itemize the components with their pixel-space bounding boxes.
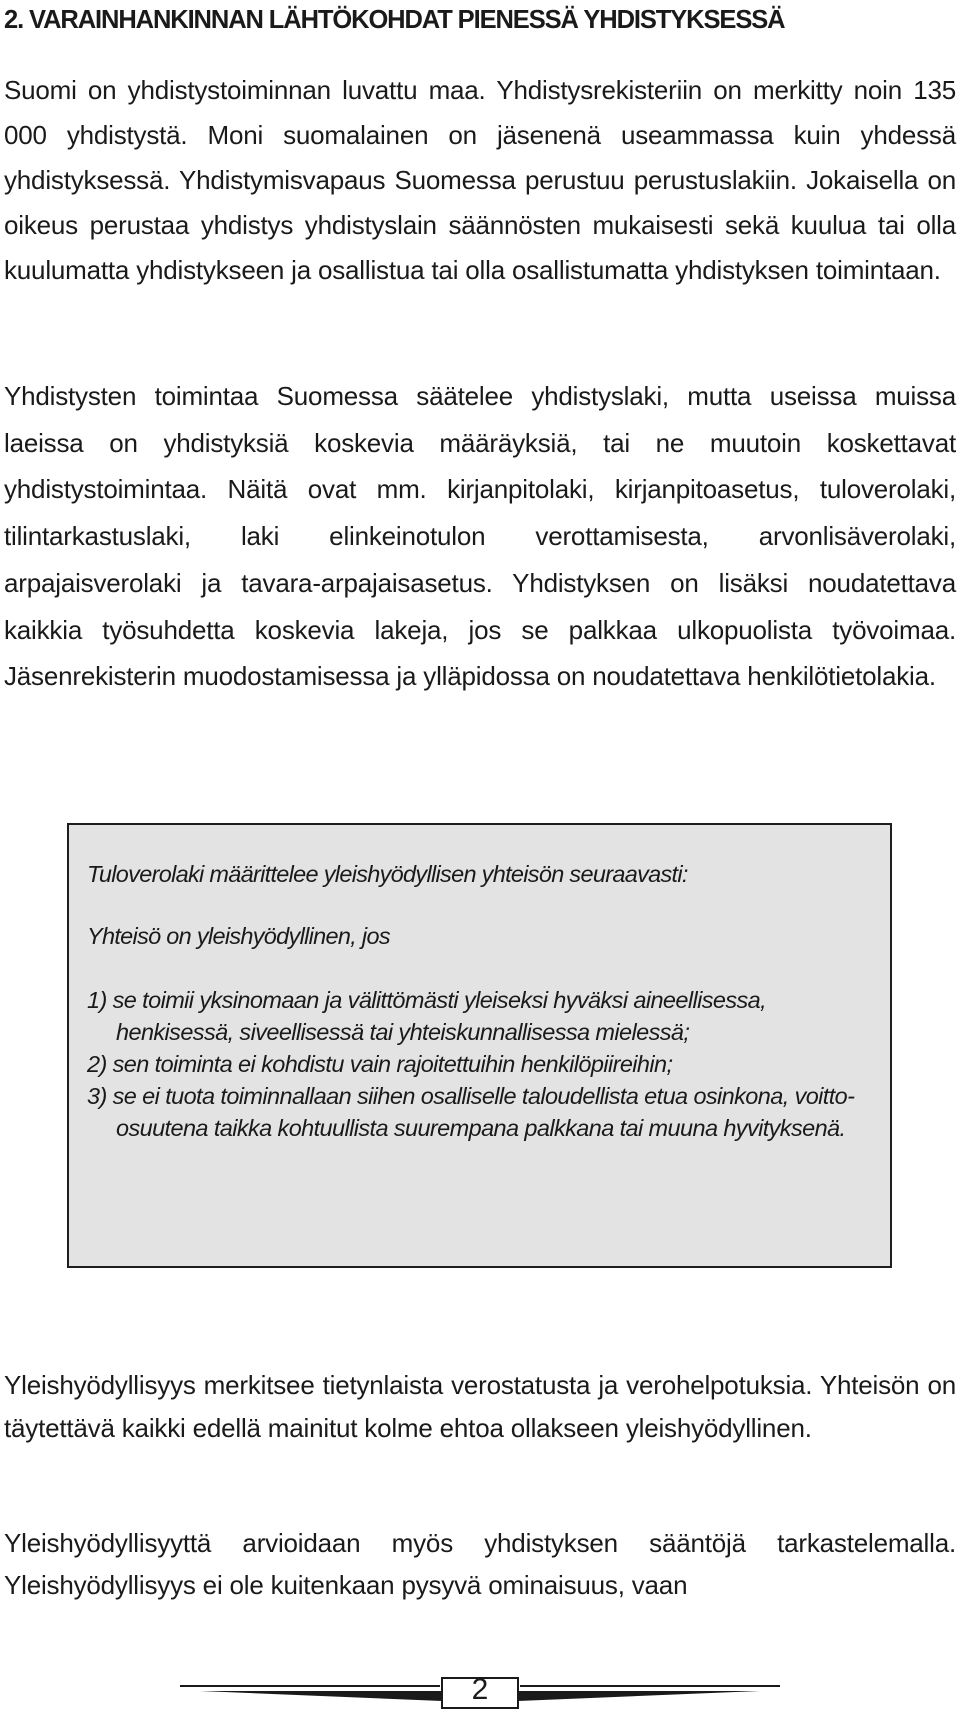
criteria-item: 1) se toimii yksinomaan ja välittömästi yleiseksi hyväksi aineellisessa, henkisessä, siveellisessä tai yhteiskunnallisessa mielessä;: [87, 987, 767, 1045]
page-number: 2: [471, 1673, 489, 1706]
status-paragraph: Yleishyödyllisyys merkitsee tietynlaista verostatusta ja verohelpotuksia. Yhteisön on täytettävä kaikki edellä mainitut kolme ehtoa ollakseen yleishyödyllinen.: [4, 1370, 956, 1443]
box-condition-text: Yhteisö on yleishyödyllinen, jos: [87, 923, 390, 949]
section-heading: 2. VARAINHANKINNAN LÄHTÖKOHDAT PIENESSÄ YHDISTYKSESSÄ: [4, 6, 785, 34]
criteria-item: 2) sen toiminta ei kohdistu vain rajoitettuihin henkilöpiireihin;: [87, 1051, 673, 1077]
criteria-list: [87, 984, 877, 1144]
page-footer: [180, 1670, 780, 1710]
criteria-item: 3) se ei tuota toiminnallaan siihen osalliselle taloudellista etua osinkona, voitto-osuutena taikka kohtuullista suurempana palkkana tai muuna hyvityksenä.: [87, 1083, 855, 1141]
tax-law-definition-box: [67, 823, 892, 1268]
intro-paragraph: Suomi on yhdistystoiminnan luvattu maa. Yhdistysrekisteriin on merkitty noin 135 000 yhdistystä. Moni suomalainen on jäsenenä useammassa kuin yhdessä yhdistyksessä. Yhdistymisvapaus Suomessa perustuu perustuslakiin. Jokaisella on oikeus perustaa yhdistys yhdistyslain säännösten mukaisesti sekä kuulua tai olla kuulumatta yhdistykseen ja osallistua tai olla osallistumatta yhdistyksen toimintaan.: [4, 75, 956, 285]
evaluation-paragraph: Yleishyödyllisyyttä arvioidaan myös yhdistyksen sääntöjä tarkastelemalla. Yleishyödyllisyys ei ole kuitenkaan pysyvä ominaisuus, vaan: [4, 1528, 956, 1600]
laws-paragraph: Yhdistysten toimintaa Suomessa säätelee yhdistyslaki, mutta useissa muissa laeissa on yhdistyksiä koskevia määräyksiä, tai ne muutoin koskettavat yhdistystoimintaa. Näitä ovat mm. kirjanpitolaki, kirjanpitoasetus, tuloverolaki, tilintarkastuslaki, laki elinkeinotulon verottamisesta, arvonlisäverolaki, arpajaisverolaki ja tavara-arpajaisasetus. Yhdistyksen on lisäksi noudatettava kaikkia työsuhdetta koskevia lakeja, jos se palkkaa ulkopuolista työvoimaa. Jäsenrekisterin muodostamisessa ja ylläpidossa on noudatettava henkilötietolakia.: [4, 381, 956, 692]
box-intro-text: Tuloverolaki määrittelee yleishyödyllisen yhteisön seuraavasti:: [87, 861, 688, 887]
